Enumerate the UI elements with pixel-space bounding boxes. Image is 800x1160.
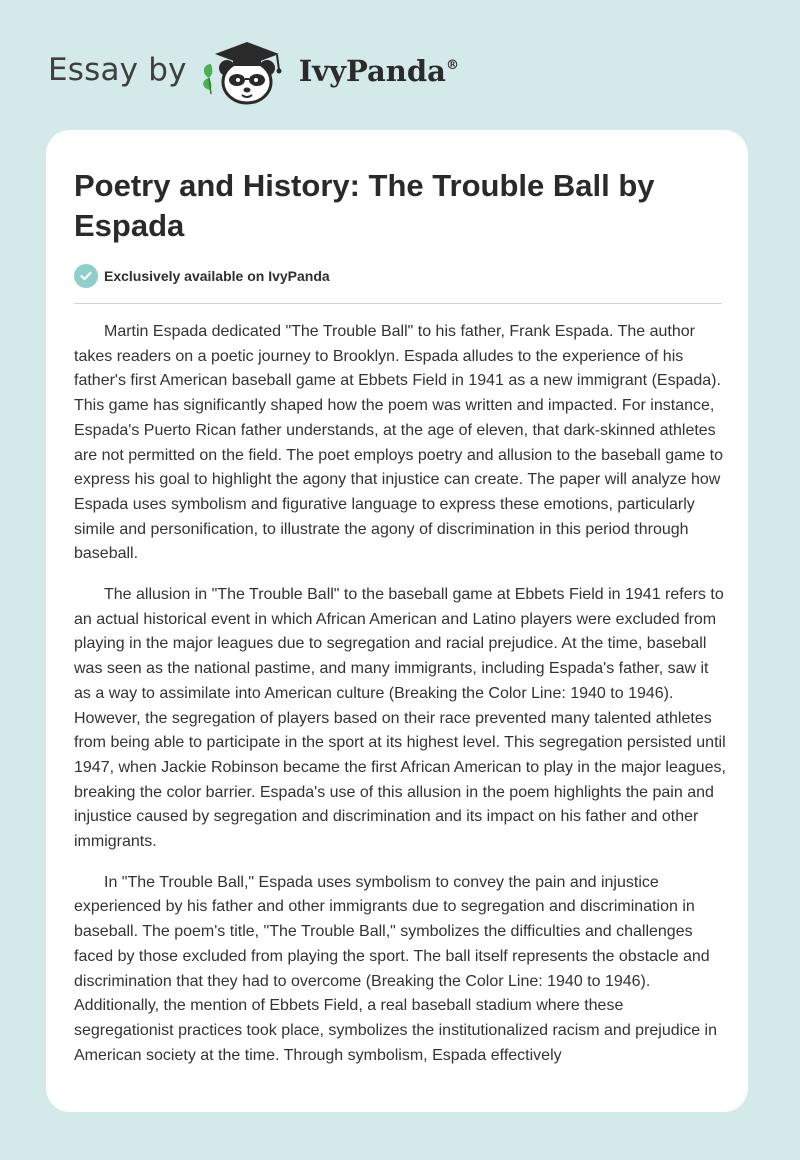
registered-mark: ®	[445, 58, 459, 73]
brand-name[interactable]: IvyPanda®	[298, 54, 459, 88]
site-header	[48, 38, 528, 108]
exclusive-label: Exclusively available on IvyPanda	[104, 268, 330, 284]
page-title: Poetry and History: The Trouble Ball by Espada	[74, 168, 655, 243]
paragraph: Martin Espada dedicated "The Trouble Ball" to his father, Frank Espada. The author takes readers on a poetic journey to Brooklyn. Espada alludes to the experience of his father's first American baseball game at Ebbets Field in 1941 as a new immigrant (Espada). This game has significantly shaped how the poem was written and impacted. For instance, Espada's Puerto Rican father understands, at the age of eleven, that dark-skinned athletes are not permitted on the field. The poet employs poetry and allusion to the baseball game to express his goal to highlight the agony that injustice can create. The paper will analyze how Espada uses symbolism and figurative language to express these emotions, particularly simile and personification, to illustrate the agony of discrimination in this period through baseball.	[74, 323, 723, 563]
paragraph: The allusion in "The Trouble Ball" to the baseball game at Ebbets Field in 1941 refers to an actual historical event in which African American and Latino players were excluded from playing in the major leagues due to segregation and racial prejudice. At the time, baseball was seen as the national pastime, and many immigrants, including Espada's father, saw it as a way to assimilate into American culture (Breaking the Color Line: 1940 to 1946). However, the segregation of players based on their race prevented many talented athletes from being able to participate in the sport at its highest level. This segregation persisted until 1947, when Jackie Robinson became the first African American to play in the major leagues, breaking the color barrier. Espada's use of this allusion in the poem highlights the pain and injustice caused by segregation and discrimination and its impact on his father and other immigrants.	[74, 586, 726, 851]
panda-logo-icon[interactable]	[199, 38, 291, 108]
check-icon	[74, 264, 98, 288]
essay-by-label: Essay by	[48, 52, 187, 88]
essay-card	[46, 130, 748, 1112]
divider	[74, 303, 722, 304]
essay-body	[74, 320, 726, 1084]
paragraph: In "The Trouble Ball," Espada uses symbolism to convey the pain and injustice experienced by his father and other immigrants due to segregation and discrimination in baseball. The poem's title, "The Trouble Ball," symbolizes the difficulties and challenges faced by those excluded from playing the sport. The ball itself represents the obstacle and discrimination that they had to overcome (Breaking the Color Line: 1940 to 1946). Additionally, the mention of Ebbets Field, a real baseball stadium where these segregationist practices took place, symbolizes the institutionalized racism and prejudice in American society at the time. Through symbolism, Espada effectively	[74, 873, 717, 1064]
exclusive-badge	[74, 264, 330, 288]
